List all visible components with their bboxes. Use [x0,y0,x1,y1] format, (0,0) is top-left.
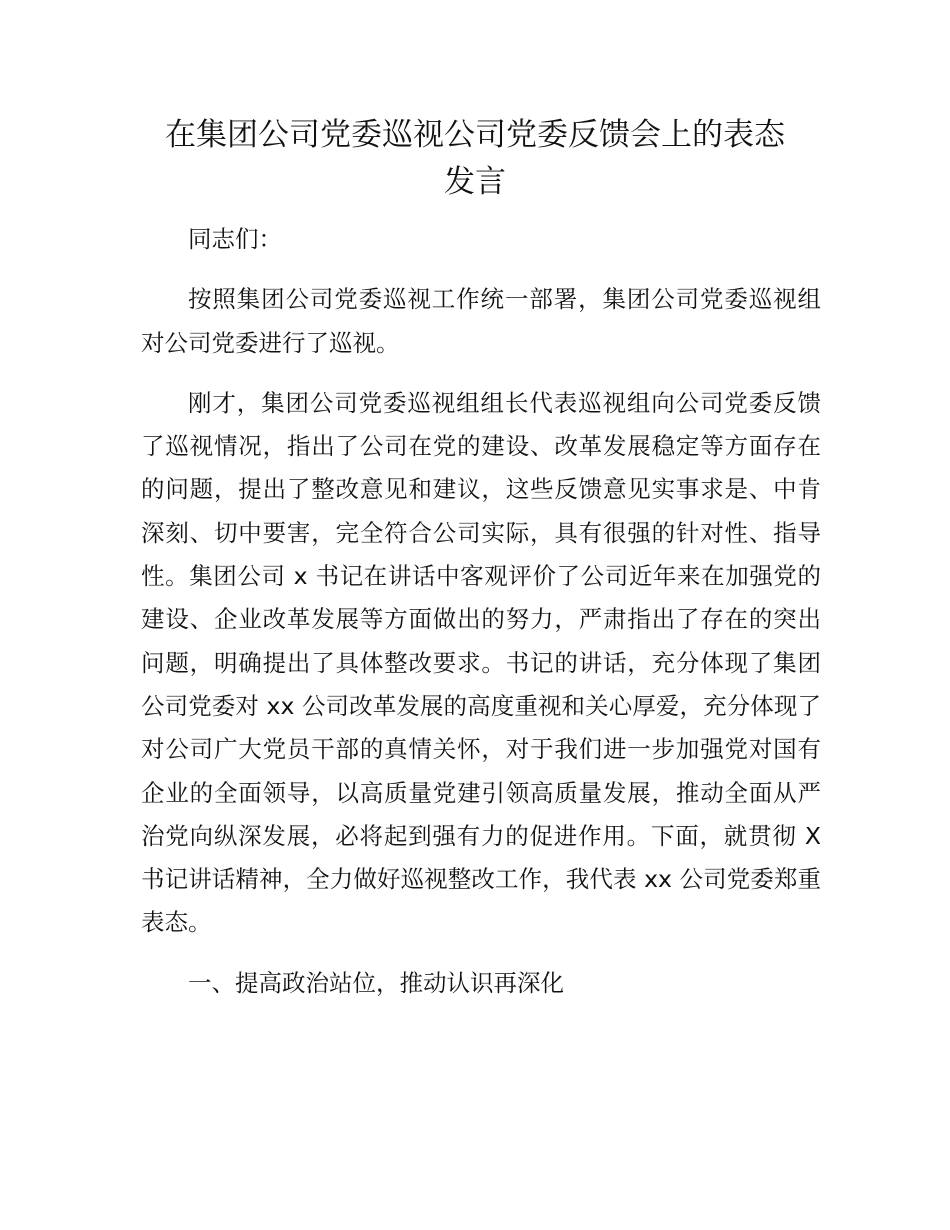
title-line-1: 在集团公司党委巡视公司党委反馈会上的表态 [165,117,785,153]
paragraph-feedback: 刚才，集团公司党委巡视组组长代表巡视组向公司党委反馈了巡视情况，指出了公司在党的建设、改革发展稳定等方面存在的问题，提出了整改意见和建议，这些反馈意见实事求是、中肯深刻、切中要害，完全符合公司实际，具有很强的针对性、指导性。集团公司 x 书记在讲话中客观评价了公司近年来在加强党的建设、企业改革发展等方面做出的努力，严肃指出了存在的突出问题，明确提出了具体整改要求。书记的讲话，充分体现了集团公司党委对 xx 公司改革发展的高度重视和关心厚爱，充分体现了对公司广大党员干部的真情关怀，对于我们进一步加强党对国有企业的全面领导，以高质量党建引领高质量发展，推动全面从严治党向纵深发展，必将起到强有力的促进作用。下面，就贯彻 X 书记讲话精神，全力做好巡视整改工作，我代表 xx 公司党委郑重表态。 [141,388,821,937]
paragraph-intro: 按照集团公司党委巡视工作统一部署，集团公司党委巡视组对公司党委进行了巡视。 [141,285,821,357]
section-heading: 一、提高政治站位，推动认识再深化 [188,968,564,997]
document-title [120,112,830,206]
document-body [141,218,821,1005]
title-line-2: 发言 [444,164,506,200]
salutation: 同志们： [188,225,282,253]
